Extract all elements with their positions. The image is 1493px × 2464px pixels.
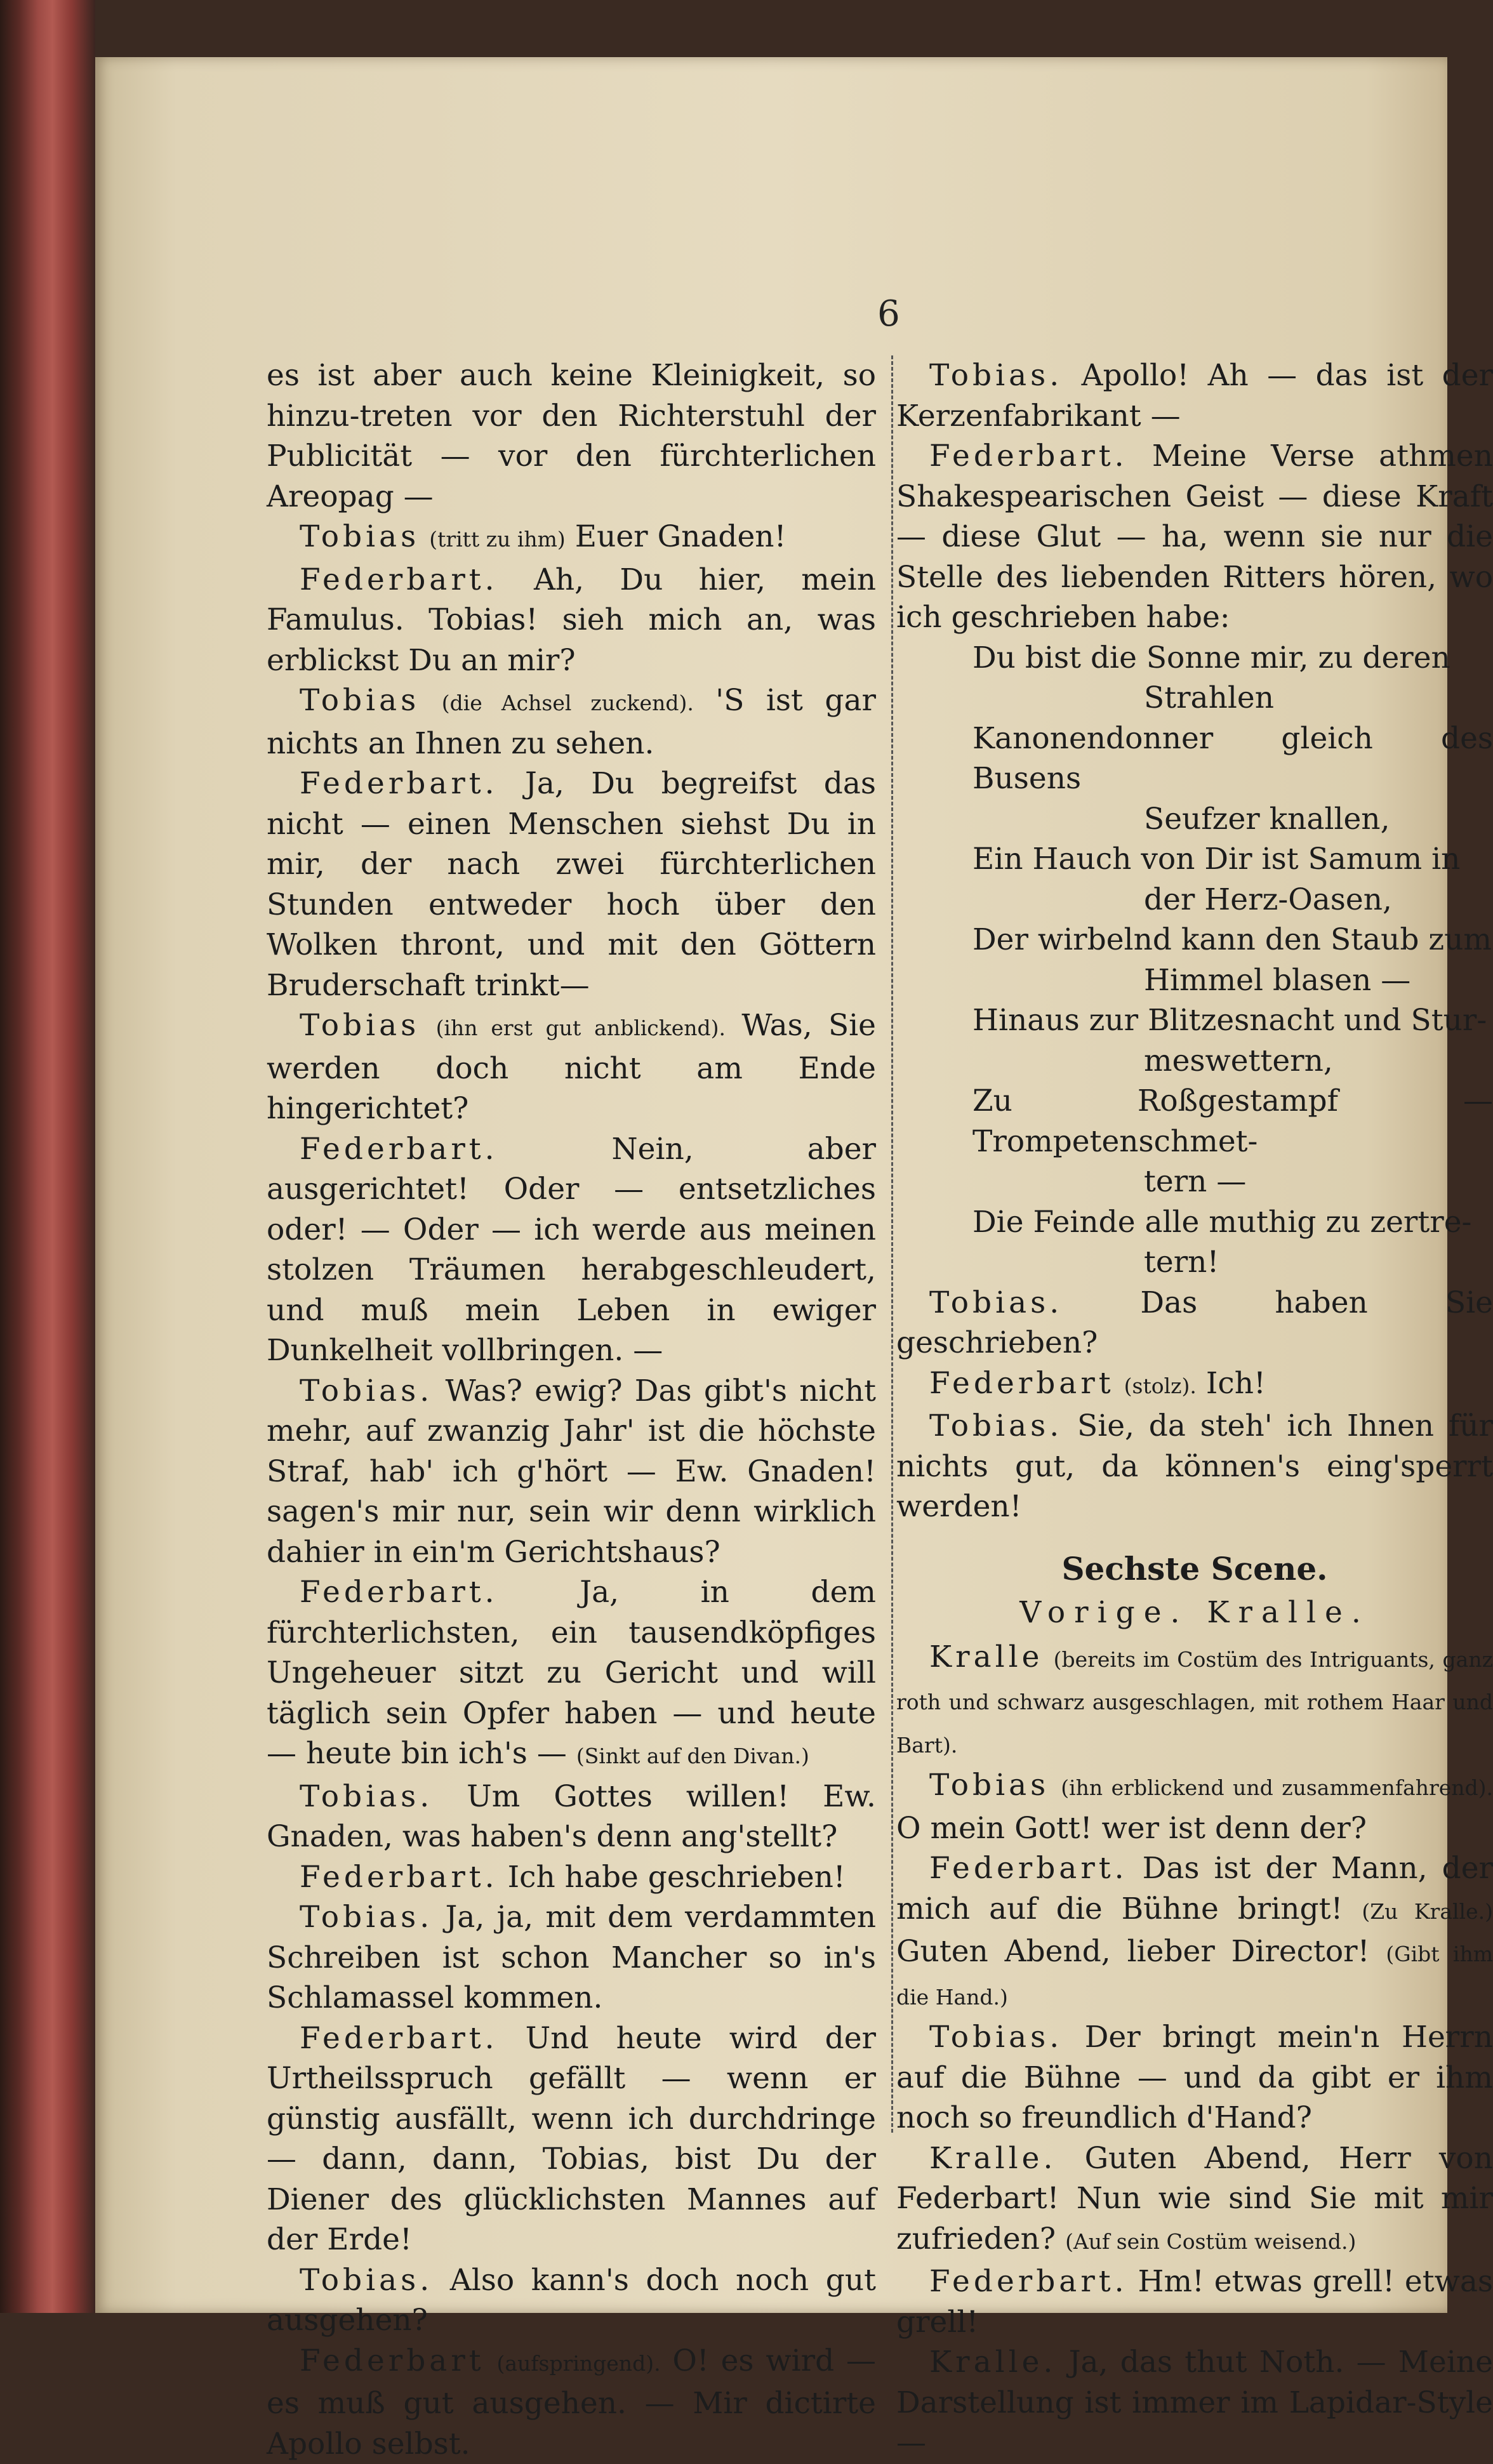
dialogue-line: Federbart (stolz). Ich! [896,1363,1493,1407]
left-column [267,355,876,2464]
dialogue-line: Tobias. Das haben Sie geschrieben? [896,1283,1493,1363]
verse-line: Der wirbelnd kann den Staub zum [896,920,1493,960]
dialogue-line: Tobias (ihn erst gut anblickend). Was, Sie werden doch nicht am Ende hingerichtet? [267,1005,876,1129]
verse-line-continuation: tern — [896,1162,1493,1202]
verse-line-continuation: der Herz-Oasen, [896,880,1493,920]
verse-line-continuation: tern! [896,1242,1493,1283]
dialogue-line: Federbart. Ich habe geschrieben! [267,1857,876,1898]
dialogue-line: Tobias (tritt zu ihm) Euer Gnaden! [267,517,876,560]
verse-line-continuation: meswettern, [896,1041,1493,1082]
paragraph: es ist aber auch keine Kleinigkeit, so hinzu-treten vor den Richterstuhl der Publicität — vor den fürchterlichen Areopag — [267,355,876,517]
right-column [896,355,1493,2463]
dialogue-line: Tobias (die Achsel zuckend). 'S ist gar nichts an Ihnen zu sehen. [267,680,876,764]
dialogue-line: Tobias. Um Gottes willen! Ew. Gnaden, was haben's denn ang'stellt? [267,1777,876,1857]
verse-line-continuation: Himmel blasen — [896,960,1493,1001]
dialogue-line: Federbart (aufspringend). O! es wird — es muß gut ausgehen. — Mir dictirte Apollo selbst. [267,2341,876,2464]
dialogue-line: Tobias. Der bringt mein'n Herrn auf die Bühne — und da gibt er ihm noch so freundlich d'Hand? [896,2017,1493,2138]
dialogue-line: Federbart. Ah, Du hier, mein Famulus. Tobias! sieh mich an, was erblickst Du an mir? [267,560,876,681]
dialogue-line: Federbart. Ja, Du begreifst das nicht — einen Menschen siehst Du in mir, der nach zwei fürchterlichen Stunden entweder hoch über den Wolken thront, und mit den Göttern Bruderschaft trinkt— [267,764,876,1005]
dialogue-line: Kralle (bereits im Costüm des Intriguants, ganz roth und schwarz ausgeschlagen, mit rothem Haar und Bart). [896,1637,1493,1766]
verse-block [896,638,1493,1283]
dialogue-line: Tobias. Ja, ja, mit dem verdammten Schreiben ist schon Mancher so in's Schlamassel kommen. [267,1897,876,2018]
dialogue-line: Federbart. Das ist der Mann, der mich auf die Bühne bringt! (Zu Kralle.) Guten Abend, lieber Director! (Gibt ihm die Hand.) [896,1848,1493,2017]
dialogue-line: Federbart. Nein, aber ausgerichtet! Oder — entsetzliches oder! — Oder — ich werde aus meinen stolzen Träumen herabgeschleudert, und muß mein Leben in ewiger Dunkelheit vollbringen. — [267,1129,876,1371]
dialogue-line: Tobias. Also kann's doch noch gut ausgehen? [267,2260,876,2341]
dialogue-line: Federbart. Und heute wird der Urtheilsspruch gefällt — wenn er günstig ausfällt, wenn ich durchdringe — dann, dann, Tobias, bist Du der Diener des glücklichsten Mannes auf der Erde! [267,2018,876,2260]
page-number: 6 [866,293,911,334]
dialogue-line: Federbart. Hm! etwas grell! etwas grell! [896,2262,1493,2342]
verse-line-continuation: Seufzer knallen, [896,799,1493,840]
verse-line: Hinaus zur Blitzesnacht und Stur- [896,1000,1493,1041]
verse-line-continuation: Strahlen [896,678,1493,719]
verse-line: Ein Hauch von Dir ist Samum in [896,839,1493,880]
verse-line: Die Feinde alle muthig zu zertre- [896,1202,1493,1243]
verse-line: Du bist die Sonne mir, zu deren [896,638,1493,679]
verse-line: Zu Roßgestampf — Trompetenschmet- [896,1081,1493,1162]
column-divider [891,355,893,2133]
scene-heading: Sechste Scene. [896,1549,1493,1589]
scene-cast: Vorige. Kralle. [896,1593,1493,1633]
dialogue-line: Federbart. Meine Verse athmen Shakespearischen Geist — diese Kraft — diese Glut — ha, wenn sie nur die Stelle des liebenden Ritters hören, wo ich geschrieben habe: [896,436,1493,638]
dialogue-line: Tobias. Apollo! Ah — das ist der Kerzenfabrikant — [896,355,1493,436]
dialogue-line: Tobias. Was? ewig? Das gibt's nicht mehr, auf zwanzig Jahr' ist die höchste Straf, hab' ich g'hört — Ew. Gnaden! sagen's mir nur, sein wir denn wirklich dahier in ein'm Gerichtshaus? [267,1371,876,1573]
dialogue-line: Kralle. Guten Abend, Herr von Federbart! Nun wie sind Sie mit mir zufrieden? (Auf sein Costüm weisend.) [896,2138,1493,2262]
dialogue-line: Federbart. Ja, in dem fürchterlichsten, ein tausendköpfiges Ungeheuer sitzt zu Gericht und will täglich sein Opfer haben — und heute — heute bin ich's — (Sinkt auf den Divan.) [267,1572,876,1777]
dialogue-line: Kralle. Ja, das thut Noth. — Meine Darstellung ist immer im Lapidar-Style— [896,2342,1493,2463]
dialogue-line: Tobias (ihn erblickend und zusammenfahrend). O mein Gott! wer ist denn der? [896,1765,1493,1848]
book-page [95,57,1447,2313]
book-spine-edge [0,0,95,2313]
dialogue-line: Tobias. Sie, da steh' ich Ihnen für nichts gut, da können's eing'sperrt werden! [896,1406,1493,1527]
verse-line: Kanonendonner gleich des Busens [896,719,1493,799]
